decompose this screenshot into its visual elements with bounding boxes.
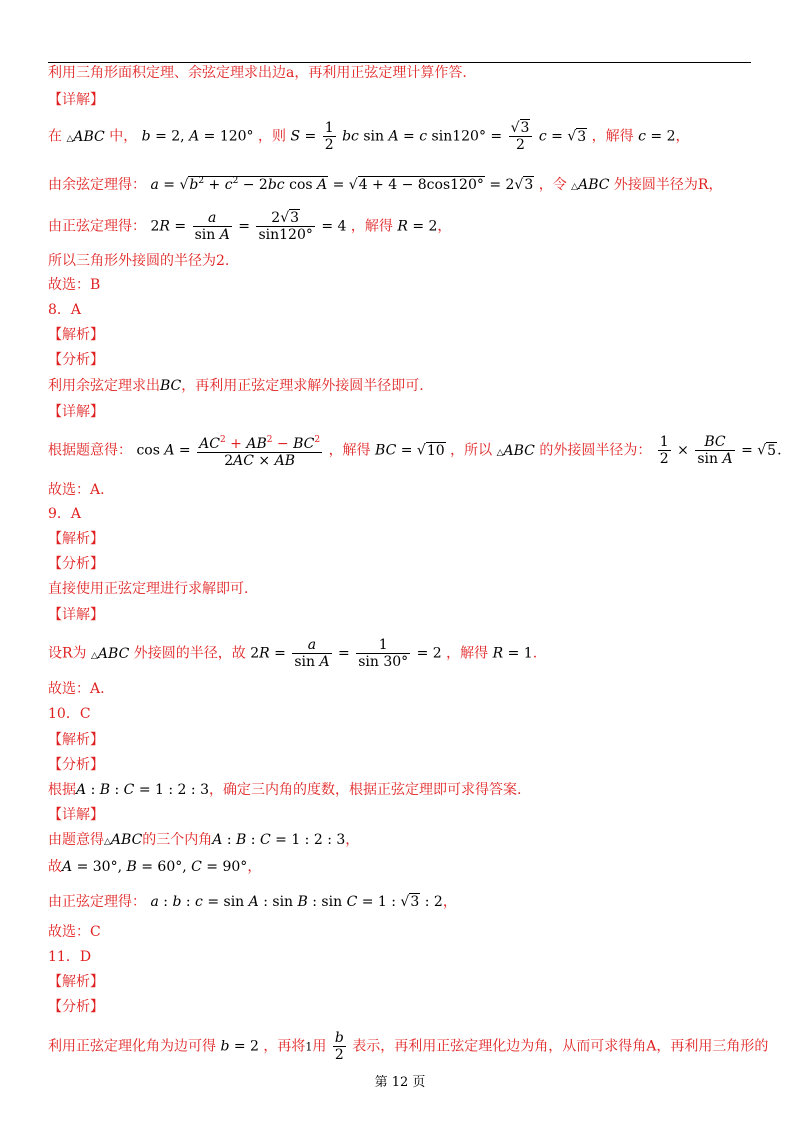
- header-rule: [48, 62, 751, 63]
- q8-l1-post: 的外接圆半径为：: [539, 442, 652, 459]
- q10-l1-pre: 由题意得: [48, 832, 104, 848]
- q11-analysis-head: 【解析】: [48, 974, 104, 990]
- q7-conclusion: 所以三角形外接圆的半径为2.: [48, 253, 230, 269]
- q7-l1-solve: ，解得: [591, 128, 634, 145]
- q9-l1-solve: ，解得: [446, 645, 489, 662]
- q10-analysis-post: ，确定三内角的度数，根据正弦定理即可求得答案.: [208, 782, 522, 798]
- q9-analysis-head: 【解析】: [48, 531, 104, 547]
- q7-l3-solve: ，解得: [350, 218, 393, 235]
- q10-detail-label: 【详解】: [48, 807, 104, 823]
- q7-l1-then: ，则: [258, 128, 287, 145]
- q7-l3-pre: 由正弦定理得：: [48, 218, 146, 235]
- q8-l1-pre: 根据题意得：: [48, 442, 132, 459]
- q10-l3-pre: 由正弦定理得：: [48, 894, 146, 910]
- q9-detail-label: 【详解】: [48, 607, 104, 623]
- q9-number: 9．A: [48, 506, 82, 522]
- q7-l2-pre: 由余弦定理得：: [48, 177, 146, 193]
- q7-line-2: 由余弦定理得： $a = √b^2 + c^2 - 2bc$ cos A = √4 + 4 − 8cos120° = 2√3 ，令 △ABC 外接圆半径为R，: [48, 176, 723, 193]
- q7-line-3: 由正弦定理得： 2R = $\frac{a}{\text{sin A}}$ = $\frac{2√3}{\sin 120^\circ}$ = 4 ，解得 R = 2，: [48, 210, 452, 243]
- q8-l1-solve: ，解得: [328, 442, 371, 459]
- q11-analysis-text: 利用正弦定理化角为边可得 b = 2 ，再将1用 $\frac{b}{2}$ 表示，再利用正弦定理化边为角，从而可求得角A，再利用三角形的: [48, 1030, 769, 1063]
- page-number: 第 12 页: [374, 1075, 426, 1090]
- q11-analysis-post: 表示，再利用正弦定理化边为角，从而可求得角A，再利用三角形的: [352, 1038, 769, 1055]
- q10-line-2: 故A = 30°, B = 60°, C = 90°，: [48, 859, 262, 875]
- q8-answer: 故选：A.: [48, 482, 105, 498]
- q10-l1-post: 的三个内角: [142, 832, 213, 848]
- q10-number: 10．C: [48, 706, 91, 722]
- q8-analysis-head: 【解析】: [48, 327, 104, 343]
- q10-line-3: 由正弦定理得： a : b : c = sin A : sin B : sin C = 1 : √3 : 2，: [48, 894, 457, 910]
- q8-l1-so: ，所以: [450, 442, 493, 459]
- q11-analysis-pre: 利用正弦定理化角为边可得: [48, 1038, 216, 1055]
- q10-analysis-label: 【分析】: [48, 757, 104, 773]
- q7-l1-pre: 在: [48, 128, 62, 145]
- q11-number: 11．D: [48, 949, 92, 965]
- q8-analysis-pre: 利用余弦定理求出: [48, 378, 160, 394]
- q10-answer: 故选：C: [48, 924, 101, 940]
- q8-line-1: 根据题意得： cos A = $\frac{AC^2 + AB^2 - BC^2}{2AC \times AB}$ ，解得 BC = √10 ，所以 △ABC 的外接圆半径为： $\frac{1}{2}$ × $\frac{BC}{\text{sin A}}$ = √5.: [48, 434, 782, 469]
- q9-l1-pre: 设R为: [48, 645, 87, 662]
- q10-analysis-pre: 根据: [48, 782, 76, 798]
- q7-l2-post1: ，令: [538, 177, 567, 193]
- q7-detail-label: 【详解】: [48, 92, 104, 108]
- q7-line-1: 在 △ABC 中， b = 2, A = 120° ，则 S = $\frac{1}{2}$ bc sin A = c sin120° = $\frac{√3}{2}$ c = √3 ，解得 c = 2，: [48, 120, 690, 153]
- q11-analysis-use: 用: [312, 1038, 327, 1055]
- q9-analysis-text: 直接使用正弦定理进行求解即可.: [48, 581, 249, 597]
- q9-line-1: 设R为 △ABC 外接圆的半径，故 2R = $\frac{a}{\text{sin A}}$ = $\frac{1}{\sin 30^\circ}$ = 2 ，解得 R = 1.: [48, 637, 538, 670]
- q10-line-1: 由题意得△ABC的三个内角A : B : C = 1 : 2 : 3，: [48, 832, 360, 848]
- q8-detail-label: 【详解】: [48, 404, 104, 420]
- q10-analysis-head: 【解析】: [48, 732, 104, 748]
- q8-number: 8．A: [48, 302, 82, 318]
- q7-l1-mid: 中，: [109, 128, 138, 145]
- q11-analysis-label: 【分析】: [48, 999, 104, 1015]
- q7-answer: 故选：B: [48, 277, 101, 293]
- q10-l2-pre: 故: [48, 859, 62, 875]
- q10-analysis-text: 根据A : B : C = 1 : 2 : 3，确定三内角的度数，根据正弦定理即可求得答案.: [48, 782, 522, 798]
- q8-analysis-post: ，再利用正弦定理求解外接圆半径即可.: [181, 378, 424, 394]
- q9-l1-mid: 外接圆的半径，故: [133, 645, 246, 662]
- q11-analysis-mid: ，再将: [263, 1038, 306, 1055]
- q7-l2-post2: 外接圆半径为R，: [613, 177, 723, 193]
- q9-answer: 故选：A.: [48, 681, 105, 697]
- intro-line: 利用三角形面积定理、余弦定理求出边a，再利用正弦定理计算作答.: [48, 65, 467, 81]
- q8-analysis-text: 利用余弦定理求出BC，再利用正弦定理求解外接圆半径即可.: [48, 378, 424, 394]
- q9-analysis-label: 【分析】: [48, 556, 104, 572]
- q8-analysis-label: 【分析】: [48, 352, 104, 368]
